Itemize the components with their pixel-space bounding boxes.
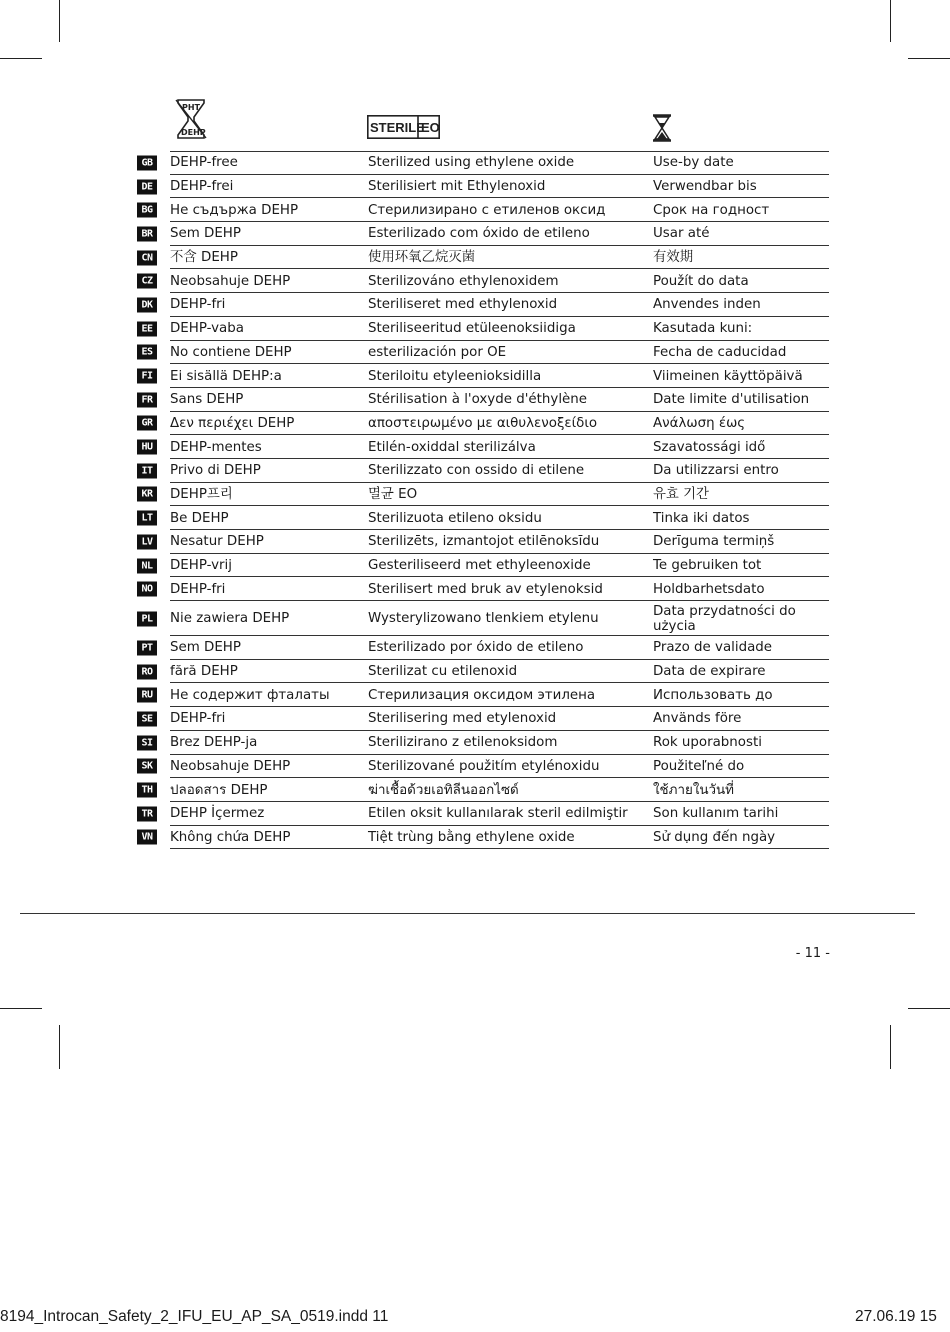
sterilization-text: Sterilizat cu etilenoxid bbox=[368, 664, 518, 680]
use-by-text: ใช้ภายในวันที่ bbox=[653, 782, 735, 798]
sterilization-text: Sterilisering med etylenoxid bbox=[368, 711, 557, 727]
country-code-badge: ES bbox=[137, 345, 157, 360]
table-row bbox=[137, 364, 829, 388]
table-row bbox=[137, 530, 829, 554]
country-code-badge: BG bbox=[137, 203, 157, 218]
dehp-free-text: DEHP-vaba bbox=[170, 321, 244, 337]
crop-mark bbox=[908, 1008, 950, 1009]
country-code-badge: TH bbox=[137, 783, 157, 798]
country-code-badge: EE bbox=[137, 321, 157, 336]
dehp-free-text: 不含 DEHP bbox=[170, 250, 238, 266]
dehp-free-text: Не съдържа DEHP bbox=[170, 202, 299, 218]
sterilization-text: Sterilisert med bruk av etylenoksid bbox=[368, 581, 603, 597]
country-code-badge: SE bbox=[137, 711, 157, 726]
table-row bbox=[137, 577, 829, 601]
use-by-text: Срок на годност bbox=[653, 202, 770, 218]
table-row bbox=[137, 506, 829, 530]
sterilization-text: Etilen oksit kullanılarak steril edilmiştir bbox=[368, 806, 628, 822]
use-by-text: Szavatossági idő bbox=[653, 439, 766, 455]
country-code-badge: PL bbox=[137, 611, 157, 626]
table-row bbox=[137, 412, 829, 436]
sterilization-text: Sterilizuota etileno oksidu bbox=[368, 510, 542, 526]
dehp-free-text: Nesatur DEHP bbox=[170, 534, 264, 550]
country-code-badge: SI bbox=[137, 735, 157, 750]
table-row bbox=[137, 731, 829, 755]
use-by-text: Tinka iki datos bbox=[653, 510, 750, 526]
table-row bbox=[137, 269, 829, 293]
country-code-badge: PT bbox=[137, 640, 157, 655]
dehp-free-text: Neobsahuje DEHP bbox=[170, 758, 291, 774]
table-row bbox=[137, 826, 829, 850]
use-by-text: Viimeinen käyttöpäivä bbox=[653, 368, 803, 384]
dehp-free-text: Sem DEHP bbox=[170, 226, 241, 242]
table-row bbox=[137, 802, 829, 826]
sterilization-text: Sterilisiert mit Ethylenoxid bbox=[368, 179, 546, 195]
dehp-free-text: DEHP-vrij bbox=[170, 558, 232, 574]
country-code-badge: NL bbox=[137, 558, 157, 573]
table-row bbox=[137, 483, 829, 507]
dehp-free-text: Neobsahuje DEHP bbox=[170, 273, 291, 289]
table-row bbox=[137, 317, 829, 341]
sterilization-text: 멸균 EO bbox=[368, 486, 418, 502]
sterilization-text: Gesteriliseerd met ethyleenoxide bbox=[368, 558, 591, 574]
sterilization-text: Sterilizováno ethylenoxidem bbox=[368, 273, 559, 289]
table-row bbox=[137, 755, 829, 779]
table-row bbox=[137, 683, 829, 707]
sterilization-text: αποστειρωμένο με αιθυλενοξείδιο bbox=[368, 415, 598, 431]
dehp-free-text: Nie zawiera DEHP bbox=[170, 611, 290, 627]
table-row bbox=[137, 707, 829, 731]
dehp-free-text: Privo di DEHP bbox=[170, 463, 261, 479]
table-row bbox=[137, 435, 829, 459]
sterilization-text: Etilén-oxiddal sterilizálva bbox=[368, 439, 536, 455]
country-code-badge: LT bbox=[137, 511, 157, 526]
use-by-text: Data przydatności do użycia bbox=[653, 603, 796, 634]
table-row bbox=[137, 222, 829, 246]
use-by-text: Te gebruiken tot bbox=[653, 558, 762, 574]
country-code-badge: GR bbox=[137, 416, 157, 431]
sterilization-text: Стерилизация оксидом этилена bbox=[368, 687, 596, 703]
country-code-badge: GB bbox=[137, 155, 157, 170]
use-by-text: Holdbarhetsdato bbox=[653, 581, 765, 597]
sterile-label: STERILE bbox=[370, 120, 425, 135]
sterilization-text: Steriliseeritud etüleenoksiidiga bbox=[368, 321, 576, 337]
country-code-badge: DK bbox=[137, 297, 157, 312]
country-code-badge: FR bbox=[137, 392, 157, 407]
dehp-free-text: DEHP-fri bbox=[170, 297, 226, 313]
dehp-free-text: DEHP İçermez bbox=[170, 806, 265, 822]
row-rule bbox=[170, 848, 829, 849]
country-code-badge: VN bbox=[137, 830, 157, 845]
dehp-free-text: Δεν περιέχει DEHP bbox=[170, 415, 295, 431]
use-by-text: Verwendbar bis bbox=[653, 179, 757, 195]
table-row bbox=[137, 198, 829, 222]
use-by-text: Použiteľné do bbox=[653, 758, 745, 774]
dehp-icon-label-top: PHT bbox=[182, 103, 201, 112]
table-row bbox=[137, 341, 829, 365]
sterilization-text: Sterilized using ethylene oxide bbox=[368, 155, 575, 171]
dehp-icon-label-bottom: DEHP bbox=[181, 128, 206, 137]
country-code-badge: NO bbox=[137, 582, 157, 597]
use-by-text: Date limite d'utilisation bbox=[653, 392, 810, 408]
dehp-free-icon bbox=[172, 97, 210, 141]
page-number: - 11 - bbox=[795, 946, 830, 961]
sterilization-text: Esterilizado com óxido de etileno bbox=[368, 226, 590, 242]
table-row bbox=[137, 175, 829, 199]
sterilization-text: Wysterylizowano tlenkiem etylenu bbox=[368, 611, 599, 627]
table-row bbox=[137, 601, 829, 636]
country-code-badge: TR bbox=[137, 806, 157, 821]
use-by-text: Prazo de validade bbox=[653, 640, 773, 656]
dehp-free-text: Không chứa DEHP bbox=[170, 829, 291, 845]
dehp-free-text: fără DEHP bbox=[170, 664, 238, 680]
table-row bbox=[137, 246, 829, 270]
use-by-text: Rok uporabnosti bbox=[653, 735, 762, 751]
sterilization-text: Esterilizado por óxido de etileno bbox=[368, 640, 584, 656]
crop-mark bbox=[890, 1025, 891, 1069]
use-by-text: Da utilizzarsi entro bbox=[653, 463, 779, 479]
dehp-free-text: Be DEHP bbox=[170, 510, 229, 526]
dehp-free-text: DEHP-frei bbox=[170, 179, 234, 195]
use-by-text: Use-by date bbox=[653, 155, 734, 171]
sterilization-text: Sterilizirano z etilenoksidom bbox=[368, 735, 558, 751]
print-slug-date: 27.06.19 15 bbox=[855, 1308, 937, 1325]
use-by-text: Används före bbox=[653, 711, 742, 727]
sterilization-text: Tiệt trùng bằng ethylene oxide bbox=[368, 829, 575, 845]
sterilization-text: Sterilizované použitím etylénoxidu bbox=[368, 758, 600, 774]
translation-table bbox=[137, 151, 829, 849]
sterilization-text: esterilización por OE bbox=[368, 344, 507, 360]
dehp-free-text: Brez DEHP-ja bbox=[170, 735, 258, 751]
sterilization-text: Стерилизирано с етиленов оксид bbox=[368, 202, 606, 218]
dehp-free-text: ปลอดสาร DEHP bbox=[170, 782, 268, 798]
crop-mark bbox=[59, 1025, 60, 1069]
country-code-badge: BR bbox=[137, 226, 157, 241]
use-by-text: Kasutada kuni: bbox=[653, 321, 753, 337]
sterilization-text: Stérilisation à l'oxyde d'éthylène bbox=[368, 392, 587, 408]
dehp-free-text: Ei sisällä DEHP:a bbox=[170, 368, 282, 384]
use-by-text: 有效期 bbox=[653, 250, 694, 266]
country-code-badge: HU bbox=[137, 440, 157, 455]
use-by-text: Son kullanım tarihi bbox=[653, 806, 779, 822]
dehp-free-text: Sem DEHP bbox=[170, 640, 241, 656]
dehp-free-text: Sans DEHP bbox=[170, 392, 244, 408]
use-by-text: Sử dụng đến ngày bbox=[653, 829, 776, 845]
table-row bbox=[137, 778, 829, 802]
sterilization-text: Steriloitu etyleenioksidilla bbox=[368, 368, 542, 384]
dehp-free-text: DEHP프리 bbox=[170, 486, 233, 502]
country-code-badge: RO bbox=[137, 664, 157, 679]
dehp-free-text: DEHP-free bbox=[170, 155, 238, 171]
sterilization-text: Sterilizēts, izmantojot etilēnoksīdu bbox=[368, 534, 600, 550]
table-row bbox=[137, 459, 829, 483]
sterile-eo-icon bbox=[367, 115, 440, 139]
crop-mark bbox=[0, 1008, 42, 1009]
sterilization-text: 使用环氧乙烷灭菌 bbox=[368, 250, 476, 266]
sterilization-text: Sterilizzato con ossido di etilene bbox=[368, 463, 585, 479]
sterile-method: EO bbox=[421, 120, 440, 135]
use-by-text: Использовать до bbox=[653, 687, 773, 703]
dehp-free-text: DEHP-mentes bbox=[170, 439, 262, 455]
dehp-free-text: DEHP-fri bbox=[170, 711, 226, 727]
country-code-badge: CZ bbox=[137, 274, 157, 289]
dehp-free-text: Не содержит фталаты bbox=[170, 687, 330, 703]
country-code-badge: DE bbox=[137, 179, 157, 194]
use-by-text: 유효 기간 bbox=[653, 486, 709, 502]
dehp-free-text: No contiene DEHP bbox=[170, 344, 292, 360]
use-by-text: Použít do data bbox=[653, 273, 749, 289]
country-code-badge: IT bbox=[137, 463, 157, 478]
use-by-text: Fecha de caducidad bbox=[653, 344, 787, 360]
country-code-badge: FI bbox=[137, 369, 157, 384]
use-by-text: Data de expirare bbox=[653, 664, 766, 680]
country-code-badge: RU bbox=[137, 688, 157, 703]
table-row bbox=[137, 554, 829, 578]
use-by-text: Anvendes inden bbox=[653, 297, 761, 313]
table-row bbox=[137, 636, 829, 660]
use-by-text: Usar até bbox=[653, 226, 710, 242]
sterilization-text: ฆ่าเชื้อด้วยเอทิลีนออกไซด์ bbox=[368, 782, 519, 798]
country-code-badge: LV bbox=[137, 534, 157, 549]
table-row bbox=[137, 151, 829, 175]
table-row bbox=[137, 293, 829, 317]
country-code-badge: KR bbox=[137, 487, 157, 502]
print-slug-filename: 8194_Introcan_Safety_2_IFU_EU_AP_SA_0519.indd 11 bbox=[0, 1308, 389, 1325]
table-row bbox=[137, 660, 829, 684]
dehp-free-text: DEHP-fri bbox=[170, 581, 226, 597]
use-by-text: Derīguma termiņš bbox=[653, 534, 775, 550]
use-by-text: Ανάλωση έως bbox=[653, 415, 746, 431]
table-row bbox=[137, 388, 829, 412]
country-code-badge: SK bbox=[137, 759, 157, 774]
footer-divider bbox=[20, 913, 915, 914]
hourglass-icon bbox=[652, 114, 672, 142]
country-code-badge: CN bbox=[137, 250, 157, 265]
symbol-header bbox=[0, 0, 950, 150]
sterilization-text: Steriliseret med ethylenoxid bbox=[368, 297, 558, 313]
